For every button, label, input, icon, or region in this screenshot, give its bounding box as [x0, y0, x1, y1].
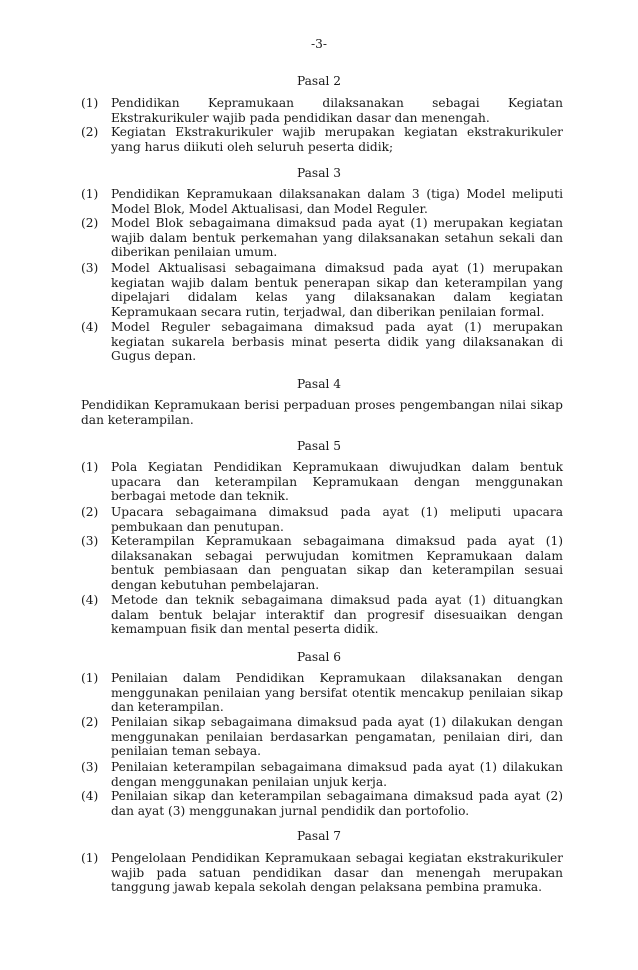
item-number: (1) — [81, 851, 99, 865]
item-text: Penilaian keterampilan sebagaimana dimaksud pada ayat (1) dilakukan dengan menggunakan penilaian unjuk kerja. — [111, 760, 563, 789]
item-text: Penilaian sikap sebagaimana dimaksud pada ayat (1) dilakukan dengan menggunakan penilaian berdasarkan pengamatan, penilaian diri, dan penilaian teman sebaya. — [111, 715, 563, 759]
item-number: (2) — [81, 125, 99, 139]
item-number: (4) — [81, 789, 99, 803]
item-number: (3) — [81, 261, 99, 275]
item-text: Upacara sebagaimana dimaksud pada ayat (1) meliputi upacara pembukaan dan penutupan. — [111, 505, 563, 534]
pasal-6-item-3 — [81, 760, 563, 789]
item-text: Model Reguler sebagaimana dimaksud pada ayat (1) merupakan kegiatan sukarela berbasis minat peserta didik yang dilaksanakan di Gugus depan. — [111, 320, 563, 364]
pasal-2-item-2 — [81, 125, 563, 154]
pasal-5-item-3 — [81, 534, 563, 592]
pasal-6-item-2 — [81, 715, 563, 759]
item-text: Pengelolaan Pendidikan Kepramukaan sebagai kegiatan ekstrakurikuler wajib pada satuan pendidikan dasar dan menengah merupakan tanggung jawab kepala sekolah dengan pelaksana pembina pramuka. — [111, 851, 563, 895]
item-number: (1) — [81, 460, 99, 474]
item-number: (2) — [81, 505, 99, 519]
item-number: (3) — [81, 534, 99, 548]
pasal-5-heading: Pasal 5 — [297, 439, 341, 453]
item-number: (3) — [81, 760, 99, 774]
pasal-6-heading: Pasal 6 — [297, 650, 341, 664]
pasal-7-heading: Pasal 7 — [297, 829, 341, 843]
pasal-3-item-3 — [81, 261, 563, 319]
item-text: Keterampilan Kepramukaan sebagaimana dimaksud pada ayat (1) dilaksanakan sebagai perwujudan komitmen Kepramukaan dalam bentuk pembiasaan dan penguatan sikap dan keterampilan sesuai dengan kebutuhan pembelajaran. — [111, 534, 563, 592]
item-number: (1) — [81, 187, 99, 201]
pasal-6-item-4 — [81, 789, 563, 818]
item-number: (1) — [81, 671, 99, 685]
pasal-5-item-4 — [81, 593, 563, 637]
pasal-5-item-2 — [81, 505, 563, 534]
pasal-6-item-1 — [81, 671, 563, 715]
item-text: Model Blok sebagaimana dimaksud pada ayat (1) merupakan kegiatan wajib dalam bentuk perkemahan yang dilaksanakan setahun sekali dan diberikan penilaian umum. — [111, 216, 563, 260]
pasal-4-heading: Pasal 4 — [297, 377, 341, 391]
item-text: Penilaian dalam Pendidikan Kepramukaan dilaksanakan dengan menggunakan penilaian yang bersifat otentik mencakup penilaian sikap dan keterampilan. — [111, 671, 563, 715]
page-number: -3- — [311, 37, 327, 51]
item-number: (4) — [81, 593, 99, 607]
item-text: Pendidikan Kepramukaan dilaksanakan sebagai Kegiatan Ekstrakurikuler wajib pada pendidikan dasar dan menengah. — [111, 96, 563, 125]
item-text: Model Aktualisasi sebagaimana dimaksud pada ayat (1) merupakan kegiatan wajib dalam bentuk penerapan sikap dan keterampilan yang dipelajari didalam kelas yang dilaksanakan dalam kegiatan Kepramukaan secara rutin, terjadwal, dan diberikan penilaian formal. — [111, 261, 563, 319]
pasal-3-item-4 — [81, 320, 563, 364]
item-text: Metode dan teknik sebagaimana dimaksud pada ayat (1) dituangkan dalam bentuk belajar interaktif dan progresif disesuaikan dengan kemampuan fisik dan mental peserta didik. — [111, 593, 563, 637]
item-text: Penilaian sikap dan keterampilan sebagaimana dimaksud pada ayat (2) dan ayat (3) menggunakan jurnal pendidik dan portofolio. — [111, 789, 563, 818]
pasal-3-heading: Pasal 3 — [297, 166, 341, 180]
pasal-3-item-2 — [81, 216, 563, 260]
item-text: Pendidikan Kepramukaan dilaksanakan dalam 3 (tiga) Model meliputi Model Blok, Model Aktualisasi, dan Model Reguler. — [111, 187, 563, 216]
item-number: (2) — [81, 715, 99, 729]
pasal-2-item-1 — [81, 96, 563, 125]
pasal-2-heading: Pasal 2 — [297, 74, 341, 88]
item-number: (2) — [81, 216, 99, 230]
item-text: Kegiatan Ekstrakurikuler wajib merupakan kegiatan ekstrakurikuler yang harus diikuti oleh seluruh peserta didik; — [111, 125, 563, 154]
pasal-4-paragraph: Pendidikan Kepramukaan berisi perpaduan proses pengembangan nilai sikap dan keterampilan. — [81, 398, 563, 427]
item-number: (1) — [81, 96, 99, 110]
pasal-3-item-1 — [81, 187, 563, 216]
pasal-7-item-1 — [81, 851, 563, 895]
item-text: Pola Kegiatan Pendidikan Kepramukaan diwujudkan dalam bentuk upacara dan keterampilan Kepramukaan dengan menggunakan berbagai metode dan teknik. — [111, 460, 563, 504]
pasal-5-item-1 — [81, 460, 563, 504]
item-number: (4) — [81, 320, 99, 334]
